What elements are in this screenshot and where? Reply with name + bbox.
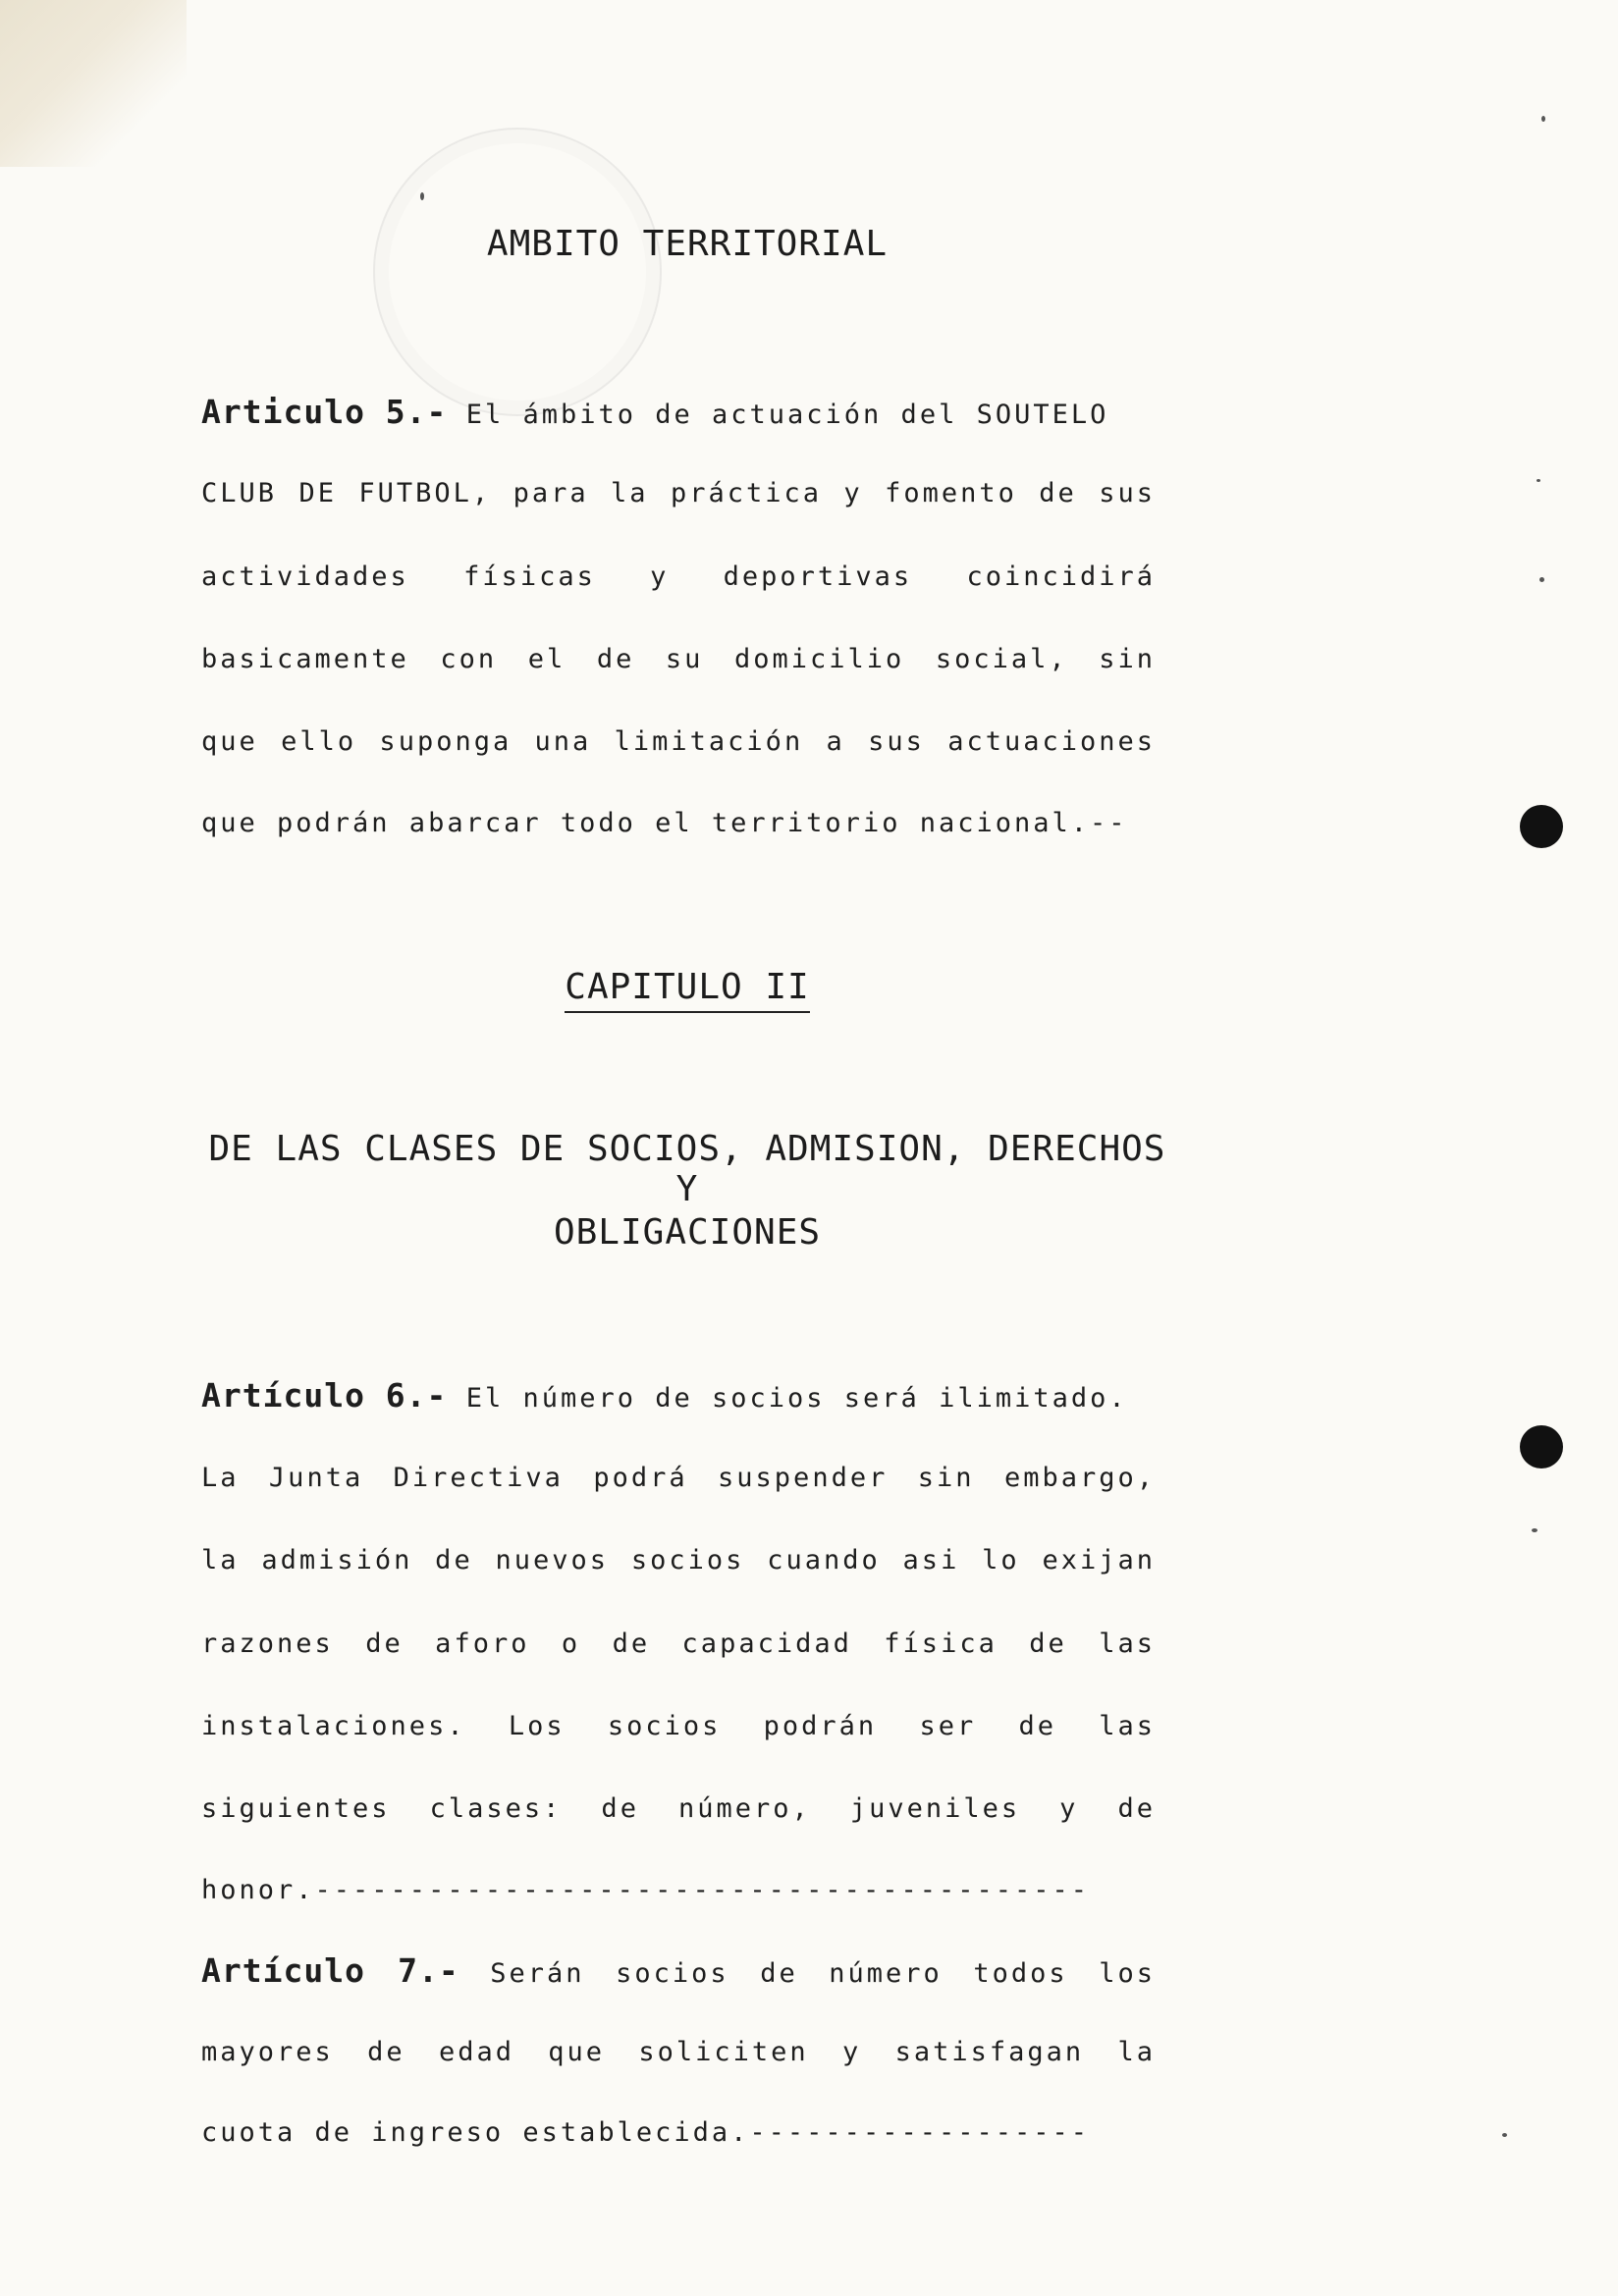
article-5-line-3: actividades físicas y deportivas coincidirá [201, 561, 1156, 592]
paper-speck [1541, 116, 1545, 122]
paper-speck [1502, 2133, 1507, 2137]
article-7-line-3: cuota de ingreso establecida.------------------ [201, 2117, 1091, 2148]
paper-speck [1532, 1528, 1537, 1532]
article-5-label: Articulo 5.- [201, 393, 448, 431]
article-7-line-2: mayores de edad que soliciten y satisfagan la [201, 2037, 1156, 2067]
article-7-label: Artículo 7.- [201, 1951, 459, 1990]
article-5-text-1: El ámbito de actuación del SOUTELO [465, 400, 1109, 430]
article-5-line-6: que podrán abarcar todo el territorio nacional.-- [201, 808, 1128, 838]
chapter-heading [196, 967, 1178, 1007]
article-6-line-7: honor.----------------------------------------- [201, 1875, 1091, 1905]
faint-seal-stamp [373, 128, 662, 416]
article-6-line-2: La Junta Directiva podrá suspender sin embargo, [201, 1463, 1156, 1493]
binder-hole-2 [1520, 1425, 1563, 1468]
chapter-title-line-2: OBLIGACIONES [553, 1212, 822, 1253]
article-5-line-5: que ello suponga una limitación a sus actuaciones [201, 726, 1156, 757]
article-6-line-4: razones de aforo o de capacidad física de las [201, 1629, 1156, 1659]
article-5-line-2: CLUB DE FUTBOL, para la práctica y fomento de sus [201, 478, 1156, 508]
paper-speck [1537, 479, 1540, 482]
paper-corner-fold [0, 0, 187, 167]
article-7-line-1 [201, 1951, 1156, 1990]
article-6-label: Artículo 6.- [201, 1376, 448, 1415]
article-5-line-4: basicamente con el de su domicilio social, sin [201, 644, 1156, 674]
paper-speck [1539, 577, 1544, 582]
article-6-text-1: El número de socios será ilimitado. [465, 1383, 1128, 1414]
article-6-line-3: la admisión de nuevos socios cuando asi lo exijan [201, 1545, 1156, 1575]
paper-speck [420, 192, 424, 200]
article-6-line-5: instalaciones. Los socios podrán ser de las [201, 1711, 1156, 1741]
binder-hole-1 [1520, 805, 1563, 848]
article-6-line-6: siguientes clases: de número, juveniles y de [201, 1793, 1156, 1824]
chapter-heading-text: CAPITULO II [565, 967, 809, 1013]
chapter-title-line-1: DE LAS CLASES DE SOCIOS, ADMISION, DERECHOS Y [208, 1129, 1166, 1209]
article-7-text-1: Serán socios de número todos los [490, 1958, 1156, 1989]
article-5-line-1 [201, 393, 1156, 431]
article-6-line-1 [201, 1376, 1156, 1415]
section-heading-ambito: AMBITO TERRITORIAL [486, 224, 889, 264]
